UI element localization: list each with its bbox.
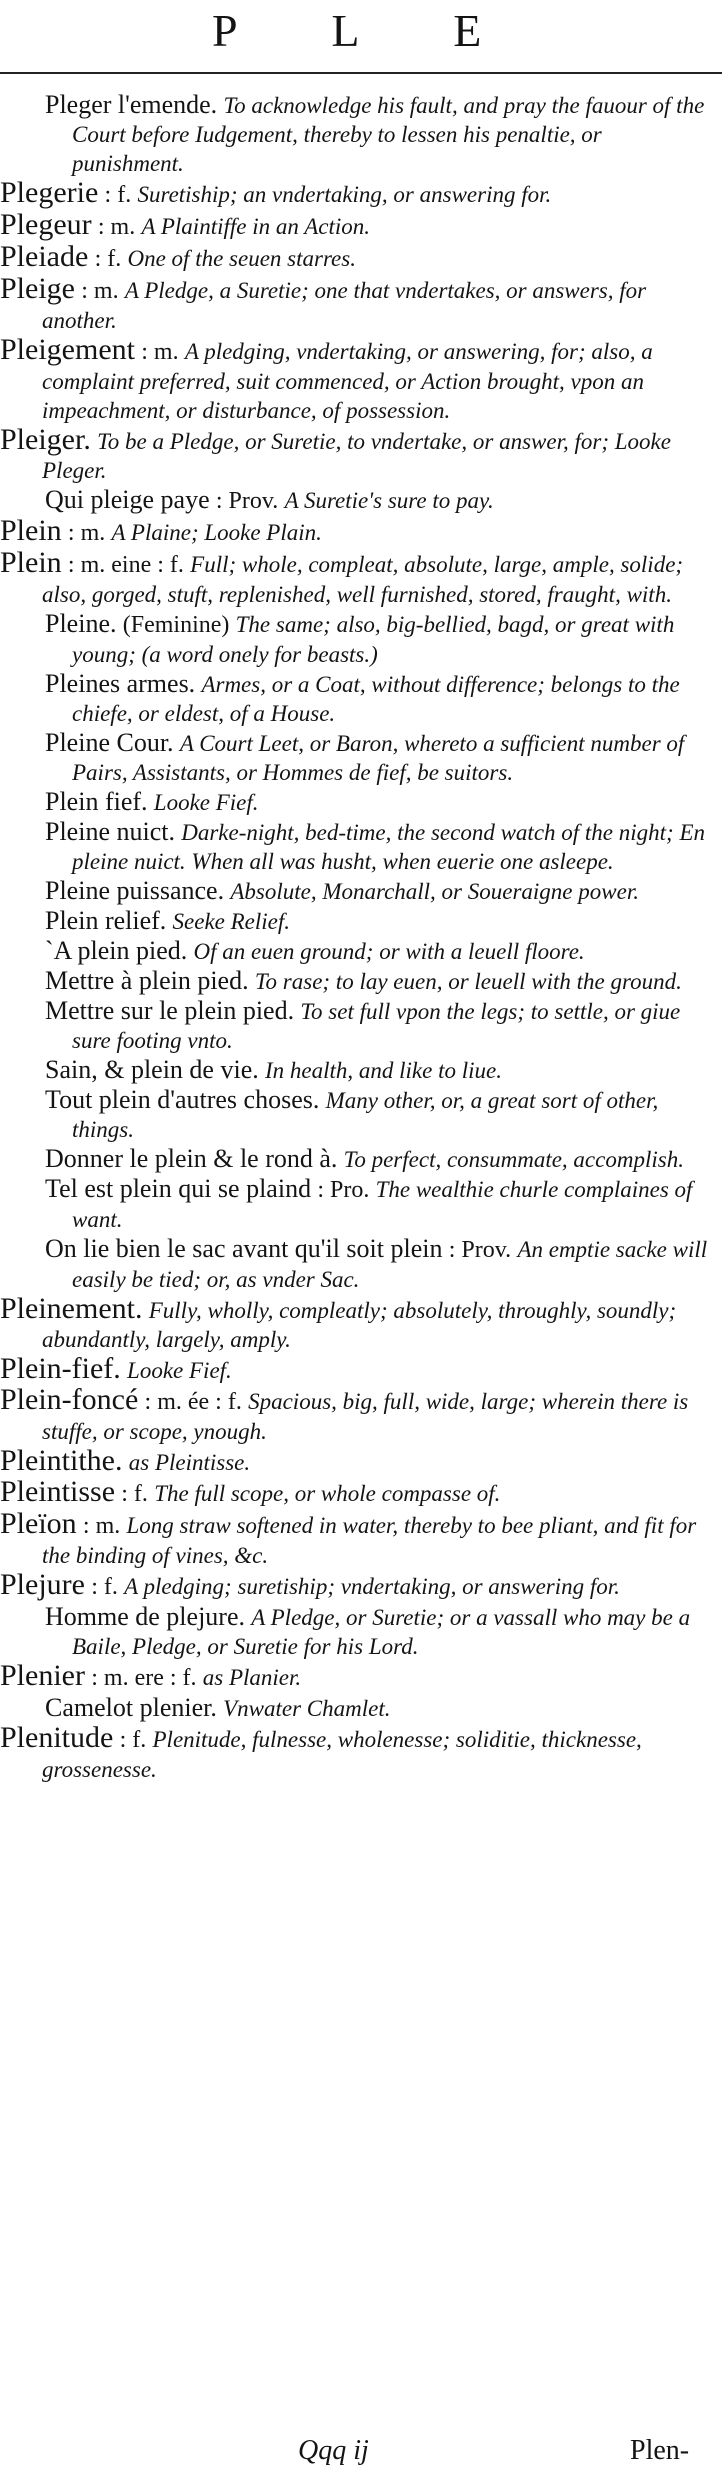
headword: Pleintithe. <box>0 1444 123 1477</box>
headword: Pleiger. <box>0 423 91 456</box>
definition: In health, and like to liue. <box>265 1058 502 1083</box>
definition: A Pledge, or Suretie; or a vassall who may be a Baile, Pledge, or Suretie for his Lord. <box>72 1605 691 1659</box>
definition: A Pledge, a Suretie; one that vndertakes, or answers, for another. <box>42 278 647 333</box>
headword: Pleines armes. <box>45 669 196 698</box>
definition: Looke Fief. <box>153 790 259 815</box>
grammar-note: : Prov. <box>448 1237 512 1263</box>
definition: Suretiship; an vndertaking, or answering for. <box>137 182 552 207</box>
dictionary-entry <box>0 1294 716 1354</box>
headword: Pleinement. <box>0 1292 143 1325</box>
dictionary-entry <box>0 425 716 485</box>
headword: Tel est plein qui se plaind <box>45 1174 312 1203</box>
headword: Mettre à plein pied. <box>45 966 249 995</box>
grammar-note: : Pro. <box>317 1177 370 1203</box>
page-footer <box>0 2435 722 2471</box>
dictionary-entry <box>0 1085 716 1144</box>
headword: Plegeur <box>0 208 92 241</box>
signature-mark: Qqq ij <box>298 2435 369 2466</box>
headword: Plenitude <box>0 1721 114 1754</box>
definition: To set full vpon the legs; to settle, or giue sure footing vnto. <box>72 999 681 1053</box>
dictionary-entry <box>0 1446 716 1477</box>
headword: Pleine. <box>45 609 117 638</box>
definition: To be a Pledge, or Suretie, to vndertake, or answer, for; Looke Pleger. <box>42 429 671 483</box>
dictionary-entry <box>0 274 716 335</box>
headword: Pleintisse <box>0 1475 116 1508</box>
definition: A Plaine; Looke Plain. <box>111 520 322 545</box>
definition: Long straw softened in water, thereby to bee pliant, and fit for the binding of vines, &c. <box>42 1513 697 1568</box>
grammar-note: : m. <box>67 520 106 546</box>
definition: The same; also, big-bellied, bagd, or great with young; (a word onely for beasts.) <box>72 612 675 667</box>
definition: Plenitude, fulnesse, wholenesse; soliditie, thicknesse, grossenesse. <box>42 1727 642 1782</box>
dictionary-entry <box>0 1385 716 1446</box>
dictionary-entry <box>0 906 716 936</box>
grammar-note: : f. <box>121 1481 148 1507</box>
headword: Plein-foncé <box>0 1383 139 1416</box>
definition: The wealthie churle complaines of want. <box>72 1177 693 1232</box>
headword: Plein-fief. <box>0 1352 121 1385</box>
definition: A Suretie's sure to pay. <box>284 488 494 513</box>
headword: On lie bien le sac avant qu'il soit plein <box>45 1234 443 1263</box>
headword: Mettre sur le plein pied. <box>45 996 295 1025</box>
dictionary-entry <box>0 548 716 609</box>
dictionary-entry <box>0 1234 716 1294</box>
definition: Armes, or a Coat, without difference; belongs to the chiefe, or eldest, of a House. <box>72 672 680 726</box>
definition: One of the seuen starres. <box>127 246 356 271</box>
dictionary-entry <box>0 485 716 516</box>
dictionary-entry <box>0 1174 716 1234</box>
grammar-note: : m. <box>81 278 119 304</box>
dictionary-entry <box>0 90 716 178</box>
grammar-note: : f. <box>104 182 132 208</box>
headword: Pleigement <box>0 333 135 366</box>
headword: Qui pleige paye <box>45 485 210 514</box>
dictionary-entry <box>0 1570 716 1602</box>
headword: Pleine puissance. <box>45 876 225 905</box>
grammar-note: (Feminine) <box>122 612 230 638</box>
dictionary-entry <box>0 335 716 425</box>
definition: Full; whole, compleat, absolute, large, ample, solide; also, gorged, stuft, replenished, well furnished, stored, fraught, with. <box>42 552 684 607</box>
grammar-note: : m. eine : f. <box>67 552 184 578</box>
definition: Absolute, Monarchall, or Soueraigne power. <box>230 879 639 904</box>
dictionary-entry <box>0 516 716 548</box>
definition: To perfect, consummate, accomplish. <box>343 1147 684 1172</box>
grammar-note: : m. ere : f. <box>91 1665 197 1691</box>
definition: Darke-night, bed-time, the second watch of the night; En pleine nuict. When all was husht, when euerie one asleepe. <box>72 820 706 874</box>
dictionary-entry <box>0 996 716 1055</box>
definition: An emptie sacke will easily be tied; or, as vnder Sac. <box>72 1237 708 1292</box>
dictionary-entry <box>0 728 716 787</box>
dictionary-entry <box>0 787 716 817</box>
dictionary-entry <box>0 936 716 966</box>
definition: as Planier. <box>202 1665 302 1690</box>
grammar-note: : f. <box>119 1727 147 1753</box>
dictionary-entry <box>0 817 716 876</box>
dictionary-entry <box>0 1661 716 1693</box>
definition: Of an euen ground; or with a leuell floore. <box>193 939 585 964</box>
definition: Many other, or, a great sort of other, things. <box>72 1088 659 1142</box>
running-head: P L E <box>212 5 524 56</box>
dictionary-entry <box>0 966 716 996</box>
dictionary-entries <box>0 90 722 1784</box>
dictionary-entry <box>0 1723 716 1784</box>
headword: Plegerie <box>0 176 99 209</box>
headword: Plein <box>0 546 62 579</box>
definition: A Plaintiffe in an Action. <box>141 214 370 239</box>
grammar-note: : f. <box>91 1574 118 1600</box>
headword: Pleine Cour. <box>45 728 174 757</box>
headword: Pleger l'emende. <box>45 90 218 119</box>
page-header <box>0 0 722 68</box>
dictionary-entry <box>0 1055 716 1085</box>
definition: Vnwater Chamlet. <box>223 1696 391 1721</box>
definition: Looke Fief. <box>127 1358 232 1383</box>
definition: A pledging, vndertaking, or answering, for; also, a complaint preferred, suit commenced, or Action brought, vpon an impeachment, or disturbance, of possession. <box>42 339 653 423</box>
definition: The full scope, or whole compasse of. <box>154 1481 501 1506</box>
headword: Plenier <box>0 1659 85 1692</box>
headword: Sain, & plein de vie. <box>45 1055 259 1084</box>
grammar-note: : Prov. <box>215 488 279 514</box>
definition: Fully, wholly, compleatly; absolutely, throughly, soundly; abundantly, largely, amply. <box>42 1298 677 1352</box>
definition: A Court Leet, or Baron, whereto a sufficient number of Pairs, Assistants, or Hommes de fief, be suitors. <box>72 731 685 785</box>
headword: Plein fief. <box>45 787 148 816</box>
headword: Pleine nuict. <box>45 817 175 846</box>
grammar-note: : f. <box>94 246 122 272</box>
definition: Spacious, big, full, wide, large; wherein there is stuffe, or scope, ynough. <box>42 1389 689 1444</box>
dictionary-entry <box>0 1602 716 1661</box>
headword: Plejure <box>0 1568 85 1601</box>
catchword: Plen- <box>630 2435 690 2466</box>
headword: Plein <box>0 514 62 547</box>
dictionary-entry <box>0 1477 716 1509</box>
dictionary-entry <box>0 876 716 906</box>
dictionary-entry <box>0 1693 716 1723</box>
headword: Pleige <box>0 272 75 305</box>
headword: Homme de plejure. <box>45 1602 245 1631</box>
grammar-note: : m. <box>141 339 179 365</box>
headword: `A plein pied. <box>45 936 188 965</box>
grammar-note: : m. <box>82 1513 121 1539</box>
dictionary-entry <box>0 609 716 669</box>
headword: Tout plein d'autres choses. <box>45 1085 320 1114</box>
dictionary-entry <box>0 669 716 728</box>
headword: Pleiade <box>0 240 89 273</box>
definition: To acknowledge his fault, and pray the fauour of the Court before Iudgement, thereby to lessen his penaltie, or punishment. <box>72 93 705 176</box>
definition: To rase; to lay euen, or leuell with the ground. <box>254 969 682 994</box>
header-rule <box>0 72 722 74</box>
grammar-note: : m. <box>97 214 136 240</box>
headword: Donner le plein & le rond à. <box>45 1144 338 1173</box>
definition: as Pleintisse. <box>128 1450 251 1475</box>
definition: A pledging; suretiship; vndertaking, or answering for. <box>124 1574 620 1599</box>
grammar-note: : m. ée : f. <box>144 1389 242 1415</box>
headword: Pleïon <box>0 1507 77 1540</box>
dictionary-entry <box>0 210 716 242</box>
dictionary-entry <box>0 1509 716 1570</box>
dictionary-entry <box>0 242 716 274</box>
dictionary-entry <box>0 1144 716 1174</box>
dictionary-entry <box>0 178 716 210</box>
headword: Plein relief. <box>45 906 167 935</box>
definition: Seeke Relief. <box>172 909 291 934</box>
dictionary-entry <box>0 1354 716 1385</box>
headword: Camelot plenier. <box>45 1693 217 1722</box>
